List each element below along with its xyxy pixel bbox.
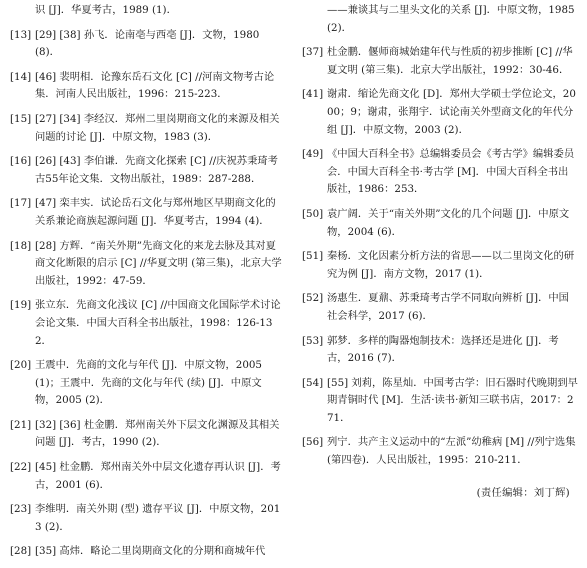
reference-item xyxy=(10,543,282,561)
reference-number: [54] xyxy=(302,376,324,389)
reference-text: [46] 裴明相．论豫东岳石文化 [C] //河南文物考古论集．河南人民出版社，1996：215-223． xyxy=(35,70,275,101)
reference-text: [55] 刘莉，陈星灿．中国考古学：旧石器时代晚期到早期青铜时代 [M]．生活·读书·新知三联书店，2017：271． xyxy=(327,376,578,424)
reference-text: ——兼谈其与二里头文化的关系 [J]．中原文物，1985 (2)． xyxy=(327,4,575,34)
reference-item xyxy=(302,146,578,199)
reference-number: [20] xyxy=(10,359,32,372)
reference-item xyxy=(10,357,282,410)
reference-item xyxy=(10,195,282,230)
reference-number: [51] xyxy=(302,250,324,263)
reference-number: [21] xyxy=(10,418,32,431)
reference-text: 《中国大百科全书》总编辑委员会《考古学》编辑委员会．中国大百科全书·考古学 [M]．中国大百科全书出版社，1986：253． xyxy=(327,148,575,196)
reference-text: 列宁．共产主义运动中的“左派”幼稚病 [M] //列宁选集 (第四卷)．人民出版社，1995：210-211． xyxy=(327,436,576,467)
reference-number: [28] xyxy=(10,545,32,558)
reference-number: [22] xyxy=(10,461,32,474)
reference-text: 郭梦．多样的陶器炮制技术：选择还是进化 [J]．考古，2016 (7)． xyxy=(327,334,559,365)
reference-item xyxy=(302,2,578,37)
reference-item xyxy=(10,111,282,146)
reference-item xyxy=(10,459,282,494)
reference-number: [13] xyxy=(10,28,32,41)
right-column xyxy=(302,2,578,502)
reference-number: [18] xyxy=(10,239,32,252)
reference-item xyxy=(10,417,282,452)
reference-text: [45] 杜金鹏．郑州南关外中层文化遗存再认识 [J]．考古，2001 (6)． xyxy=(35,461,281,491)
reference-item xyxy=(10,27,282,62)
reference-number: [16] xyxy=(10,155,32,168)
reference-item xyxy=(10,501,282,536)
reference-text: [29] [38] 孙飞．论南亳与西亳 [J]．文物，1980 (8)． xyxy=(35,28,260,59)
reference-item xyxy=(10,238,282,291)
reference-number: [17] xyxy=(10,197,32,210)
reference-text: 识 [J]．华夏考古，1989 (1)． xyxy=(35,4,177,16)
reference-number: [14] xyxy=(10,70,32,83)
reference-number: [15] xyxy=(10,112,32,125)
reference-number: [37] xyxy=(302,46,324,59)
reference-item xyxy=(302,290,578,325)
reference-text: [26] [43] 李伯谦．先商文化探索 [C] //庆祝苏秉琦考古55年论文集．文物出版社，1989：287-288． xyxy=(35,155,278,185)
reference-text: 王震中．先商的文化与年代 [J]．中原文物，2005 (1)；王震中．先商的文化与年代 (续) [J]．中原文物，2005 (2)． xyxy=(35,359,262,407)
reference-text: [27] [34] 李经汉．郑州二里岗期商文化的来源及相关问题的讨论 [J]．中原文物，1983 (3)． xyxy=(35,112,280,143)
reference-text: [35] 高炜．略论二里岗期商文化的分期和商城年代 xyxy=(35,545,266,558)
reference-text: 张立东．先商文化浅议 [C] //中国商文化国际学术讨论会论文集．中国大百科全书出版社，1998：126-132． xyxy=(35,299,281,347)
reference-item xyxy=(302,86,578,139)
reference-number: [49] xyxy=(302,148,324,161)
reference-item xyxy=(302,248,578,283)
reference-text: 袁广阔．关于“南关外期”文化的几个问题 [J]．中原文物，2004 (6)． xyxy=(327,207,570,238)
reference-item xyxy=(10,153,282,188)
reference-text: 汤惠生．夏鼐、苏秉琦考古学不同取向辨析 [J]．中国社会科学，2017 (6)． xyxy=(327,292,569,322)
reference-number: [56] xyxy=(302,436,324,449)
left-column xyxy=(10,2,282,568)
reference-number: [53] xyxy=(302,334,324,347)
reference-number: [50] xyxy=(302,207,324,220)
reference-text: 秦杨．文化因素分析方法的省思——以二里岗文化的研究为例 [J]．南方文物，2017 (1)． xyxy=(327,250,575,280)
reference-item xyxy=(302,206,578,241)
reference-item xyxy=(10,69,282,104)
reference-number: [52] xyxy=(302,292,324,305)
reference-text: 杜金鹏．偃师商城始建年代与性质的初步推断 [C] //华夏文明 (第三集)．北京大学出版社，1992：30-46． xyxy=(327,46,573,76)
reference-text: 李维明．南关外期 (型) 遗存平议 [J]．中原文物，2013 (2)． xyxy=(35,503,281,533)
reference-text: [47] 栾丰实．试论岳石文化与郑州地区早期商文化的关系兼论商族起源问题 [J]．华夏考古，1994 (4)． xyxy=(35,197,276,227)
reference-text: [28] 方辉．“南关外期”先商文化的来龙去脉及其对夏商文化断限的启示 [C] //华夏文明 (第三集)，北京大学出版社，1992：47-59． xyxy=(35,239,282,287)
reference-item xyxy=(302,434,578,469)
reference-item xyxy=(10,2,282,20)
reference-number: [41] xyxy=(302,88,324,101)
editor-note: (责任编辑：刘丁辉) xyxy=(476,486,570,499)
reference-number: [19] xyxy=(10,299,32,312)
reference-item xyxy=(302,44,578,79)
reference-number: [23] xyxy=(10,503,32,516)
reference-item xyxy=(302,333,578,368)
reference-text: 谢肃．缩论先商文化 [D]．郑州大学硕士学位论文，2000；9；谢肃，张翔宇．试论南关外型商文化的年代分组 [J]．中原文物，2003 (2)． xyxy=(327,88,576,136)
reference-item xyxy=(10,297,282,350)
reference-item xyxy=(302,375,578,428)
reference-text: [32] [36] 杜金鹏．郑州南关外下层文化渊源及其相关问题 [J]．考古，1990 (2)． xyxy=(35,418,280,449)
